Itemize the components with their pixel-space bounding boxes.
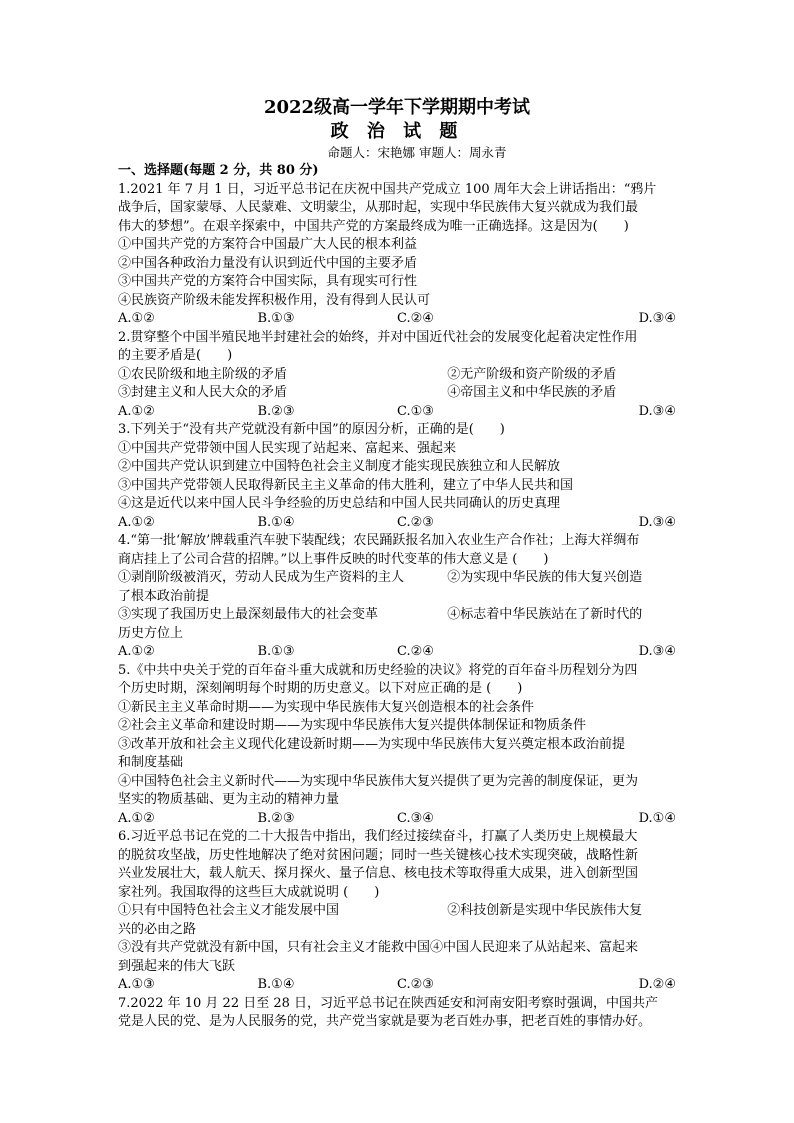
question-6 — [118, 828, 676, 995]
item-line: ③中国共产党带领人民取得新民主主义革命的伟大胜利，建立了中华人民共和国 — [118, 477, 574, 493]
item-continuation: 兴的必由之路 — [118, 921, 197, 937]
option-b: B.①④ — [257, 977, 295, 992]
item-line: ②中国各种政治力量没有认识到近代中国的主要矛盾 — [118, 255, 418, 271]
item-pair — [118, 569, 676, 588]
option-d: D.③④ — [638, 514, 676, 530]
stem-line: 6.习近平总书记在党的二十大报告中指出，我们经过接续奋斗，打赢了人类历史上规模最大 — [118, 829, 638, 844]
answer-options — [118, 403, 676, 422]
option-c: C.①③ — [397, 403, 434, 419]
option-c: C.②③ — [397, 977, 434, 992]
stem-line: 的主要矛盾是( ) — [118, 348, 233, 363]
item-line: ③中国共产党的方案符合中国实际，具有现实可行性 — [118, 274, 418, 289]
exam-page — [118, 96, 676, 1032]
item-line: ②为实现中华民族的伟大复兴创造 — [447, 570, 643, 585]
authors-line: 命题人：宋艳娜 审题人：周永青 — [327, 145, 507, 160]
subject-title: 政 治 试 题 — [330, 121, 464, 142]
answer-options — [118, 810, 676, 829]
item-line: ④民族资产阶级未能发挥积极作用，没有得到人民认可 — [118, 292, 431, 308]
item-line: ②无产阶级和资产阶级的矛盾 — [447, 366, 617, 382]
item-line: ②社会主义革命和建设时期——为实现中华民族伟大复兴提供体制保证和物质条件 — [118, 718, 587, 733]
option-c: C.②③ — [397, 514, 434, 530]
item-line: ①农民阶级和地主阶级的矛盾 — [118, 366, 288, 382]
stem-line: 7.2022 年 10 月 22 日至 28 日，习近平总书记在陕西延安和河南安阳考察时强调，中国共产 — [118, 995, 659, 1011]
option-b: B.②③ — [257, 403, 295, 419]
item-line: ③改革开放和社会主义现代化建设新时期——为实现中华民族伟大复兴奠定根本政治前提 — [118, 736, 626, 752]
item-pair — [118, 902, 676, 921]
stem-line: 的脱贫攻坚战，历史性地解决了绝对贫困问题；同时一些关键核心技术实现突破，战略性新 — [118, 847, 639, 863]
stem-line: 家社列。我国取得的这些巨大成就说明 ( ) — [118, 884, 380, 900]
item-continuation: 历史方位上 — [118, 625, 184, 641]
item-line: ④帝国主义和中华民族的矛盾 — [447, 385, 617, 400]
stem-line: 兴业发展壮大，载人航天、探月探火、量子信息、核电技术等取得重大成果，进入创新型国 — [118, 866, 639, 881]
question-5 — [118, 662, 676, 829]
stem-line: 3.下列关于“没有共产党就没有新中国”的原因分析，正确的是( ) — [118, 422, 505, 437]
item-line: ③实现了我国历史上最深刻最伟大的社会变革 — [118, 607, 379, 622]
answer-options — [118, 514, 676, 533]
question-4 — [118, 532, 676, 662]
item-line: ④这是近代以来中国人民斗争经验的历史总结和中国人民共同确认的历史真理 — [118, 496, 561, 511]
stem-line: 4.“第一批‘解放’牌载重汽车驶下装配线；农民踊跃报名加入农业生产合作社；上海大祥绸布 — [118, 533, 640, 548]
stem-line: 党是人民的党、是为人民服务的党，共产党当家就是要为老百姓办事，把老百姓的事情办好。 — [118, 1014, 652, 1029]
option-d: D.①④ — [638, 810, 676, 826]
option-d: D.③④ — [638, 311, 676, 326]
option-c: C.②④ — [397, 311, 434, 326]
item-line: ①中国共产党带领中国人民实现了站起来、富起来、强起来 — [118, 440, 457, 456]
option-b: B.①③ — [257, 311, 295, 326]
option-a: A.①② — [118, 810, 155, 826]
item-pair — [118, 366, 676, 385]
question-2 — [118, 329, 676, 422]
option-b: B.②③ — [257, 810, 295, 826]
question-7 — [118, 995, 676, 1032]
item-line: ①只有中国特色社会主义才能发展中国 — [118, 903, 340, 918]
item-line: ①剥削阶级被消灭，劳动人民成为生产资料的主人 — [118, 570, 405, 585]
option-a: A.①② — [118, 644, 155, 659]
stem-line: 5.《中共中央关于党的百年奋斗重大成就和历史经验的决议》将党的百年奋斗历程划分为四 — [118, 662, 638, 678]
item-line: ③没有共产党就没有新中国，只有社会主义才能救中国④中国人民迎来了从站起来、富起来 — [118, 940, 639, 955]
item-line: ②科技创新是实现中华民族伟大复 — [447, 903, 643, 918]
stem-line: 伟大的梦想”。在艰辛探索中，中国共产党的方案最终成为唯一正确选择。这是因为( ) — [118, 218, 629, 234]
item-continuation: 了根本政治前提 — [118, 588, 210, 604]
section-heading: 一、选择题(每题 2 分，共 80 分) — [118, 163, 319, 178]
answer-options — [118, 310, 676, 329]
option-d: D.②④ — [638, 977, 676, 992]
option-d: D.③④ — [638, 403, 676, 419]
exam-title: 2022级高一学年下学期期中考试 — [263, 97, 531, 118]
item-line: ②中国共产党认识到建立中国特色社会主义制度才能实现民族独立和人民解放 — [118, 459, 561, 474]
item-line: 和制度基础 — [118, 755, 184, 770]
option-b: B.①③ — [257, 644, 295, 659]
answer-options — [118, 643, 676, 662]
item-line: ①新民主主义革命时期——为实现中华民族伟大复兴创造根本的社会条件 — [118, 699, 535, 715]
item-pair — [118, 384, 676, 403]
stem-line: 1.2021 年 7 月 1 日，习近平总书记在庆祝中国共产党成立 100 周年大会上讲话指出：“鸦片 — [118, 181, 657, 197]
option-a: A.①② — [118, 311, 155, 326]
item-line: 到强起来的伟大飞跃 — [118, 958, 236, 974]
item-pair — [118, 606, 676, 625]
item-line: ④中国特色社会主义新时代——为实现中华民族伟大复兴提供了更为完善的制度保证，更为 — [118, 773, 639, 789]
option-c: C.②④ — [397, 644, 434, 659]
question-1 — [118, 181, 676, 329]
option-a: A.①③ — [118, 977, 155, 992]
item-line: ①中国共产党的方案符合中国最广大人民的根本利益 — [118, 237, 418, 252]
option-a: A.①② — [118, 514, 155, 530]
stem-line: 2.贯穿整个中国半殖民地半封建社会的始终，并对中国近代社会的发展变化起着决定性作用 — [118, 329, 638, 345]
item-line: ④标志着中华民族站在了新时代的 — [447, 607, 643, 622]
item-line: 坚实的物质基础、更为主动的精神力量 — [118, 792, 340, 807]
item-line: ③封建主义和人民大众的矛盾 — [118, 385, 288, 400]
option-c: C.③④ — [397, 810, 434, 826]
stem-line: 商店挂上了公司合营的招牌。”以上事件反映的时代变革的伟大意义是 ( ) — [118, 551, 549, 567]
question-3 — [118, 421, 676, 532]
option-a: A.①② — [118, 403, 155, 419]
stem-line: 战争后，国家蒙辱、人民蒙难、文明蒙尘，从那时起，实现中华民族伟大复兴就成为我们最 — [118, 200, 639, 215]
answer-options — [118, 976, 676, 995]
option-d: D.③④ — [638, 644, 676, 659]
option-b: B.①④ — [257, 514, 295, 530]
stem-line: 个历史时期，深刻阐明每个时期的历史意义。以下对应正确的是 ( ) — [118, 681, 523, 696]
